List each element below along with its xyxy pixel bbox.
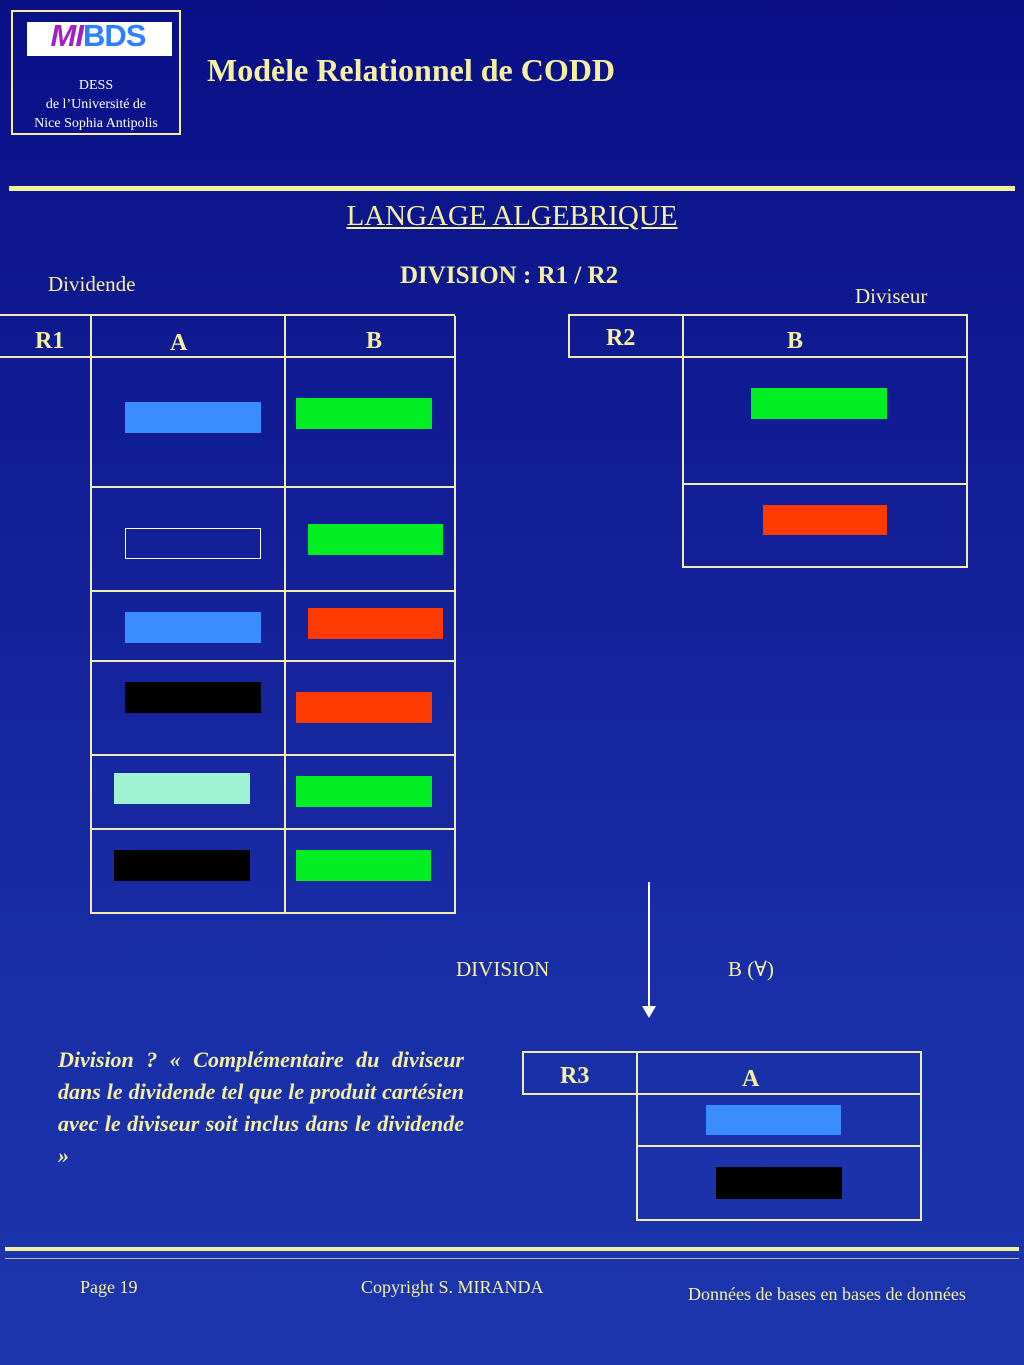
r1-header-bottom <box>0 356 455 358</box>
logo: MIBDS <box>50 18 146 53</box>
r2-header-bottom <box>568 356 968 358</box>
r1-row5-b <box>296 776 432 807</box>
operation-title: DIVISION : R1 / R2 <box>400 262 619 289</box>
division-definition: Division ? « Complémentaire du diviseur dans le dividende tel que le produit cartésien avec le diviseur soit inclus dans le dividende » <box>58 1047 464 1168</box>
r3-row1-a <box>706 1105 841 1135</box>
top-divider <box>9 186 1015 191</box>
r1-row4-a <box>125 682 261 713</box>
bottom-divider-thin <box>5 1258 1019 1259</box>
r3-vline-2 <box>920 1051 922 1221</box>
r1-row4-b <box>296 692 432 723</box>
slide-title: Modèle Relationnel de CODD <box>207 52 615 88</box>
r3-header-bottom <box>522 1093 922 1095</box>
r2-header-top <box>568 314 968 316</box>
r1-vline-2 <box>284 316 286 914</box>
r1-row2-b <box>308 524 443 555</box>
r2-row-divider <box>682 566 968 568</box>
logo-subtitle: DESS de l’Université de Nice Sophia Antipolis <box>34 78 158 131</box>
r1-row3-b <box>308 608 443 639</box>
page-number: Page 19 <box>80 1277 138 1297</box>
r3-row-divider <box>636 1219 922 1221</box>
r3-row-divider <box>636 1145 922 1147</box>
bottom-divider <box>5 1247 1019 1251</box>
r1-vline-3 <box>454 316 456 914</box>
r1-col-a: A <box>170 330 188 356</box>
r1-vline-1 <box>90 316 92 914</box>
r1-row1-a <box>125 402 261 433</box>
r1-col-b: B <box>366 328 383 354</box>
arrow-down-icon <box>642 1006 656 1018</box>
divisor-label: Diviseur <box>855 284 928 308</box>
r1-row-divider <box>90 828 455 830</box>
r3-name: R3 <box>560 1063 590 1089</box>
r3-vline-1 <box>636 1051 638 1221</box>
r2-row2-b <box>763 505 887 535</box>
division-attribute-label: B (∀) <box>728 957 774 981</box>
r1-row-divider <box>90 912 455 914</box>
r1-row6-a <box>114 850 250 881</box>
r1-row-divider <box>90 590 455 592</box>
r1-row6-b <box>296 850 431 881</box>
copyright: Copyright S. MIRANDA <box>361 1277 544 1297</box>
r3-vline-0 <box>522 1051 524 1095</box>
r1-row-divider <box>90 486 455 488</box>
r1-header-top <box>0 314 455 316</box>
r2-vline-2 <box>966 314 968 567</box>
r2-vline-0 <box>568 314 570 358</box>
r2-col-b: B <box>787 328 804 354</box>
r2-name: R2 <box>606 325 636 351</box>
r1-row5-a <box>114 773 250 804</box>
section-title: LANGAGE ALGEBRIQUE <box>346 200 678 232</box>
r1-row3-a <box>125 612 261 643</box>
r1-name: R1 <box>35 328 65 354</box>
course-title: Données de bases en bases de données <box>688 1284 966 1304</box>
r1-row2-a <box>125 528 261 559</box>
arrow-line <box>648 882 650 1006</box>
r2-row-divider <box>682 483 968 485</box>
r3-col-a: A <box>742 1066 760 1092</box>
division-operator-label: DIVISION <box>456 957 550 981</box>
r2-row1-b <box>751 388 887 419</box>
r1-row1-b <box>296 398 432 429</box>
r3-row2-a <box>716 1167 842 1199</box>
dividend-label: Dividende <box>48 272 136 296</box>
r1-row-divider <box>90 660 455 662</box>
r1-row-divider <box>90 754 455 756</box>
r3-header-top <box>522 1051 922 1053</box>
logo-box <box>11 10 181 135</box>
r2-vline-1 <box>682 314 684 567</box>
